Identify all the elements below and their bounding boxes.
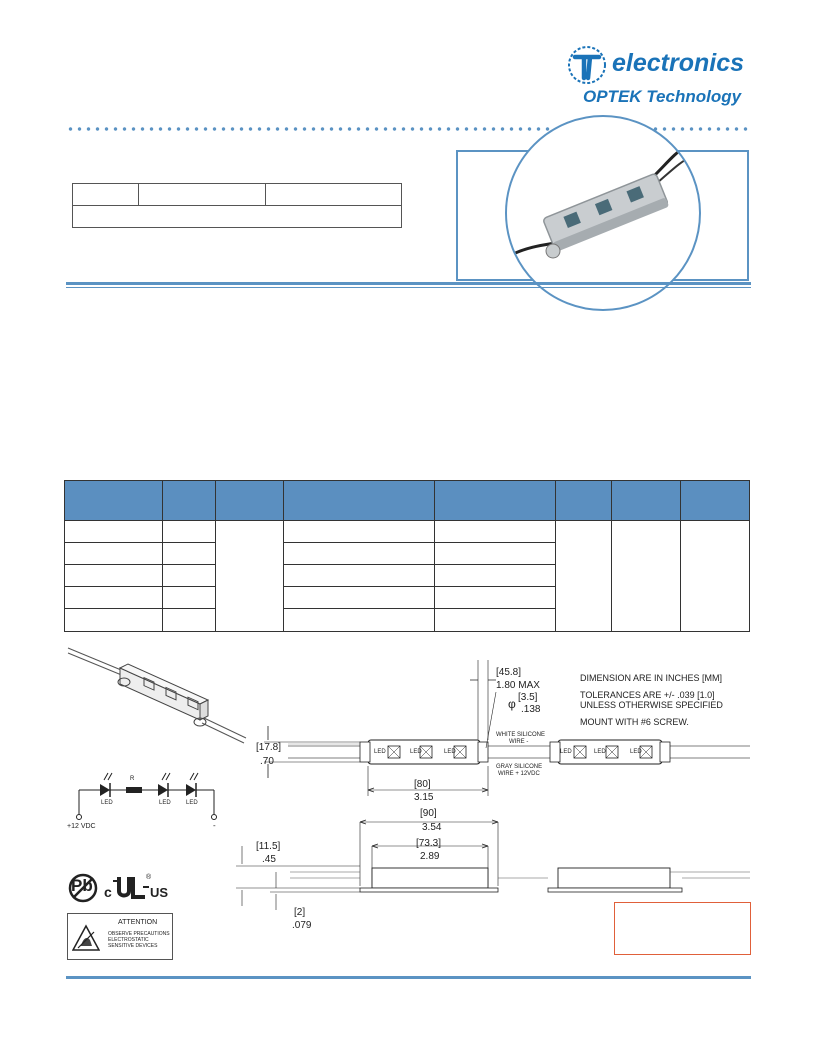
title-table [72, 183, 402, 228]
table-rule [65, 608, 215, 609]
schematic-led-label: LED [186, 800, 198, 806]
esd-attention-label [67, 913, 173, 960]
note-tolerance: UNLESS OTHERWISE SPECIFIED [580, 700, 723, 710]
table-rule [283, 542, 555, 543]
title-cell [73, 184, 139, 205]
mechanical-drawing-side [230, 806, 750, 916]
dim-pitch-in: 3.15 [414, 792, 434, 803]
header-rule-thin [66, 287, 751, 288]
schematic-resistor-label: R [130, 776, 135, 782]
dim-hole-in: .138 [521, 704, 541, 715]
ul-recognized-icon [113, 874, 152, 901]
led-label: LED [374, 749, 386, 755]
ul-us-mark: US [150, 885, 169, 900]
table-rule [65, 564, 215, 565]
dim-height-mm: [17.8] [256, 742, 282, 753]
led-label: LED [444, 749, 456, 755]
schematic-plus-label: +12 VDC [67, 823, 96, 830]
table-rule [611, 481, 612, 631]
attention-title: ATTENTION [118, 919, 158, 926]
table-rule [680, 481, 681, 631]
product-table-header [65, 481, 749, 520]
table-rule [162, 481, 163, 631]
table-rule [283, 564, 555, 565]
dim-overall-in: 1.80 MAX [496, 680, 540, 691]
dim-body-mm: [73.3] [416, 838, 442, 849]
dim-base-in: .079 [292, 920, 312, 931]
led-label: LED [410, 749, 422, 755]
led-label: LED [630, 749, 642, 755]
footer-rule [66, 976, 751, 979]
table-rule [434, 481, 435, 631]
title-cell [139, 184, 266, 205]
note-mount: MOUNT WITH #6 SCREW. [580, 717, 689, 727]
dim-overall-mm: [45.8] [496, 667, 522, 678]
white-wire-label: WHITE SILICONE [496, 732, 546, 738]
table-rule [283, 586, 555, 587]
dim-height-in: .70 [260, 756, 274, 767]
dim-length-mm: [90] [420, 808, 437, 819]
table-rule [65, 520, 749, 521]
note-units: DIMENSION ARE IN INCHES [MM] [580, 673, 723, 683]
schematic-led-label: LED [101, 800, 113, 806]
note-tolerance: TOLERANCES ARE +/- .039 [1.0] [580, 690, 715, 700]
dim-pitch-mm: [80] [414, 779, 431, 790]
tt-logo [566, 44, 608, 86]
gray-wire-label: GRAY SILICONE [496, 764, 543, 770]
dim-hole-phi: φ [508, 697, 516, 711]
notice-box [614, 902, 751, 955]
led-label: LED [594, 749, 606, 755]
table-rule [283, 481, 284, 631]
title-table-row [73, 184, 401, 206]
table-rule [215, 481, 216, 631]
attention-line: OBSERVE PRECAUTIONS [108, 931, 170, 937]
schematic-led-label: LED [159, 800, 171, 806]
dim-thick-mm: [11.5] [256, 841, 281, 852]
logo-text: electronics [612, 49, 745, 77]
schematic-minus-label: - [213, 821, 216, 830]
header-rule [66, 282, 751, 285]
pb-symbol: Pb [71, 876, 93, 895]
table-rule [555, 481, 556, 631]
attention-line: SENSITIVE DEVICES [108, 943, 158, 949]
attention-line: ELECTROSTATIC [108, 937, 149, 943]
ul-c-mark: c [104, 884, 112, 900]
table-rule [65, 586, 215, 587]
dim-length-in: 3.54 [422, 822, 442, 833]
dim-body-in: 2.89 [420, 851, 440, 862]
table-rule [283, 608, 555, 609]
table-rule [65, 542, 215, 543]
title-cell [266, 184, 401, 205]
led-label: LED [560, 749, 572, 755]
product-table [64, 480, 750, 632]
module-iso-drawing [64, 640, 250, 750]
dim-thick-in: .45 [262, 854, 276, 865]
dim-hole-mm: [3.5] [518, 692, 538, 703]
esd-warning-icon [72, 924, 100, 952]
dim-base-mm: [2] [294, 907, 306, 918]
white-wire-label: WIRE - [509, 739, 529, 745]
brand-line: OPTEK Technology [583, 87, 742, 106]
ul-registered-mark: ® [146, 874, 152, 881]
gray-wire-label: WIRE + 12VDC [498, 771, 540, 777]
